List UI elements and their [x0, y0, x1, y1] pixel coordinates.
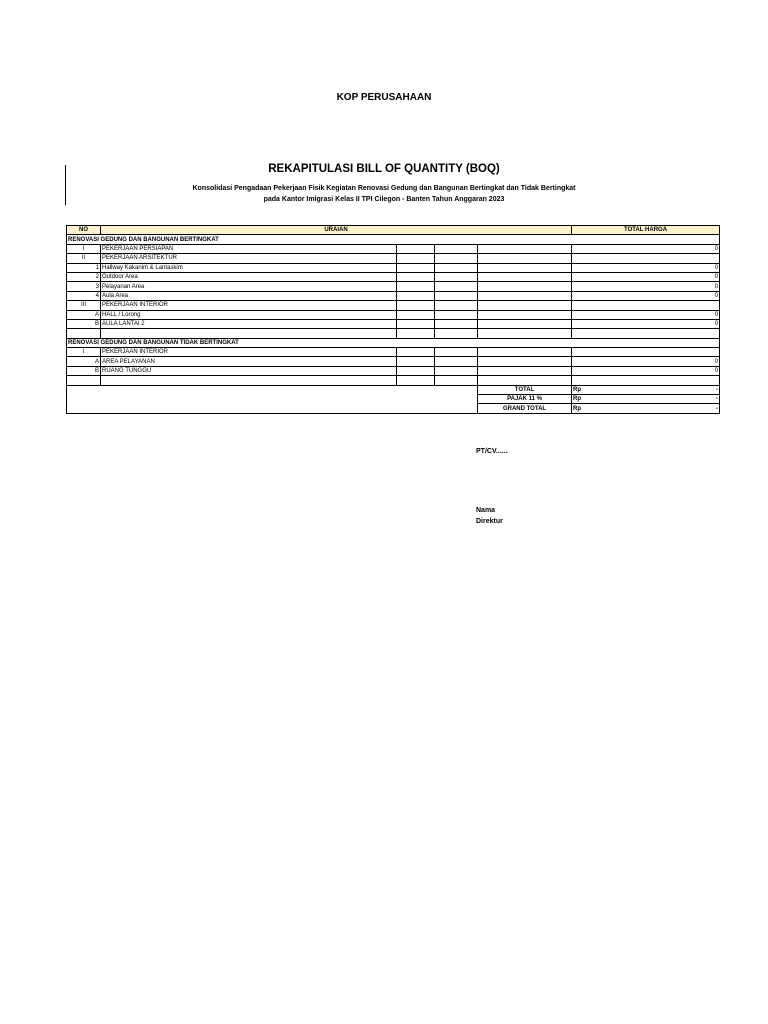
table-row-empty: [67, 376, 720, 385]
pajak-value: -: [716, 396, 719, 403]
row-value: 0: [572, 244, 720, 253]
row-desc: PEKERJAAN INTERIOR: [101, 348, 397, 357]
table-row-empty: [67, 329, 720, 338]
column-header-no: NO: [67, 226, 101, 235]
row-desc: Outdoor Area: [101, 272, 397, 281]
row-no: B: [67, 366, 101, 375]
row-value: [572, 254, 720, 263]
row-value: 0: [572, 310, 720, 319]
row-desc: PEKERJAAN INTERIOR: [101, 301, 397, 310]
row-desc: PEKERJAAN ARSITEKTUR: [101, 254, 397, 263]
signature-company: PT/CV......: [476, 448, 508, 455]
letterhead-placeholder: KOP PERUSAHAAN: [336, 92, 432, 103]
row-no: II: [67, 254, 101, 263]
boq-table: [66, 225, 720, 414]
total-value-cell: [572, 385, 720, 394]
row-value: 0: [572, 319, 720, 328]
currency-label: Rp: [573, 386, 582, 393]
currency-label: Rp: [573, 405, 582, 412]
row-desc: PEKERJAAN PERSIAPAN: [101, 244, 397, 253]
document-title: REKAPITULASI BILL OF QUANTITY (BOQ): [268, 163, 500, 175]
row-value: 0: [572, 366, 720, 375]
document-subtitle-line1: Konsolidasi Pengadaan Pekerjaan Fisik Kegiatan Renovasi Gedung dan Bangunan Bertingkat dan Tidak Bertingkat: [192, 185, 576, 192]
row-no: I: [67, 244, 101, 253]
table-row: [67, 301, 720, 310]
grand-total-value: -: [716, 405, 719, 412]
table-row: [67, 272, 720, 281]
table-row: [67, 244, 720, 253]
row-desc: HALL / Lorong: [101, 310, 397, 319]
row-desc: Pelayanan Area: [101, 282, 397, 291]
row-value: 0: [572, 282, 720, 291]
total-value: -: [716, 386, 719, 393]
total-label: TOTAL: [478, 385, 572, 394]
currency-label: Rp: [573, 396, 582, 403]
row-no: III: [67, 301, 101, 310]
row-no: 1: [67, 263, 101, 272]
row-no: 4: [67, 291, 101, 300]
table-row: [67, 357, 720, 366]
totals-blank-area: [67, 385, 478, 413]
total-row: [67, 385, 720, 394]
signature-name: Nama: [476, 507, 496, 514]
column-header-uraian: URAIAN: [101, 226, 572, 235]
row-desc: Aula Area: [101, 291, 397, 300]
row-desc: AREA PELAYANAN: [101, 357, 397, 366]
row-value: 0: [572, 272, 720, 281]
column-header-total-harga: TOTAL HARGA: [572, 226, 720, 235]
row-no: 3: [67, 282, 101, 291]
row-no: 2: [67, 272, 101, 281]
row-value: [572, 301, 720, 310]
table-row: [67, 319, 720, 328]
row-value: 0: [572, 357, 720, 366]
row-no: I: [67, 348, 101, 357]
section-title: RENOVASI GEDUNG DAN BANGUNAN BERTINGKAT: [67, 235, 720, 244]
row-no: A: [67, 357, 101, 366]
table-header-row: [67, 226, 720, 235]
grand-total-value-cell: [572, 404, 720, 413]
section-row: [67, 235, 720, 244]
pajak-value-cell: [572, 395, 720, 404]
table-row: [67, 254, 720, 263]
row-no: B: [67, 319, 101, 328]
row-value: 0: [572, 291, 720, 300]
document-subtitle-line2: pada Kantor Imigrasi Kelas II TPI Cilegon - Banten Tahun Anggaran 2023: [263, 196, 505, 203]
grand-total-label: GRAND TOTAL: [478, 404, 572, 413]
table-row: [67, 366, 720, 375]
row-value: [572, 348, 720, 357]
section-title: RENOVASI GEDUNG DAN BANGUNAN TIDAK BERTINGKAT: [67, 338, 720, 347]
table-row: [67, 310, 720, 319]
table-row: [67, 263, 720, 272]
row-desc: Hallway Kakanim & Lantaskim: [101, 263, 397, 272]
row-value: 0: [572, 263, 720, 272]
section-row: [67, 338, 720, 347]
pajak-label: PAJAK 11 %: [478, 395, 572, 404]
table-row: [67, 291, 720, 300]
table-row: [67, 282, 720, 291]
row-no: A: [67, 310, 101, 319]
signature-position: Direktur: [476, 518, 503, 525]
table-row: [67, 348, 720, 357]
row-desc: AULA LANTAI 2: [101, 319, 397, 328]
row-desc: RUANG TUNGGU: [101, 366, 397, 375]
